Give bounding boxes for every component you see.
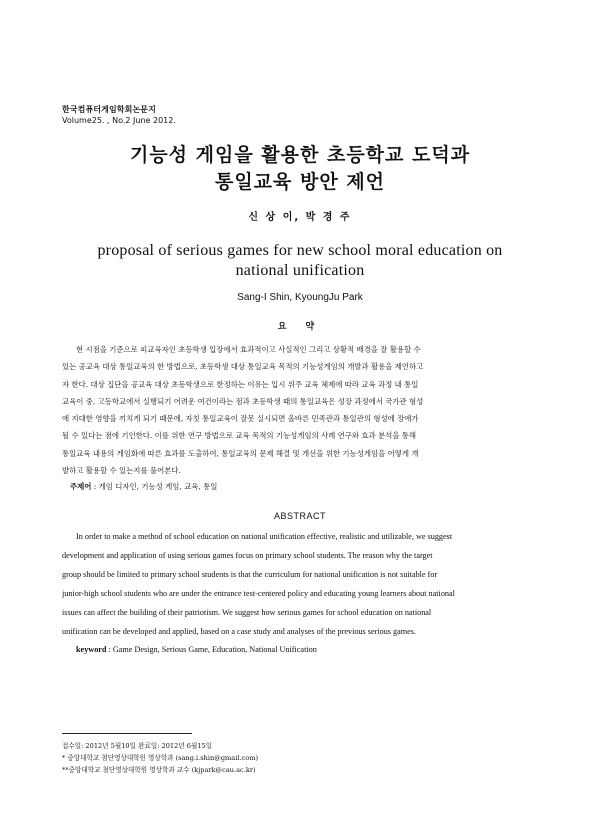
abstract-en-line: development and application of using serious games focus on primary school students. The reason why the target (62, 551, 433, 560)
footnote-author1: * 중앙대학교 첨단영상대학원 영상학과 (sang.i.shin@gmail.com) (62, 754, 259, 762)
title-en-line2: national unification (235, 262, 365, 279)
abstract-ko-line: 있는 공교육 대상 통일교육의 한 방법으로, 초등학생 대상 통일교육 목적의 기능성게임의 개발과 활용을 제언하고 (62, 362, 424, 372)
keywords-ko (70, 481, 217, 492)
keywords-en-label: keyword (76, 645, 107, 654)
title-ko-line2: 통일교육 방안 제언 (214, 171, 386, 193)
abstract-en-line: junior-high school students who are under the entrance test-centered policy and educating young learners about national (62, 589, 455, 598)
abstract-en-body (62, 527, 540, 641)
abstract-ko-heading: 요 약 (277, 322, 323, 332)
abstract-ko-line: 자 한다. 대상 집단을 공교육 대상 초등학생으로 한정하는 이유는 입시 위주 교육 체제에 따라 교육 과정 내 통일 (62, 379, 419, 389)
keywords-ko-list: : 게임 디자인, 기능성 게임, 교육, 통일 (91, 482, 218, 491)
abstract-ko-line: 통일교육 내용의 게임화에 따른 효과를 도출하여, 통일교육의 문제 해결 및 개선을 위한 기능성게임을 어떻게 개 (62, 448, 419, 458)
abstract-ko-line: 될 수 있다는 점에 기인한다. 이를 위한 연구 방법으로 교육 목적의 기능성게임의 사례 연구와 효과 분석을 통해 (62, 431, 417, 441)
abstract-en-line: unification can be developed and applied, based on a case study and analyses of the previous serious games. (62, 627, 416, 636)
journal-volume: Volume25. , No.2 June 2012. (62, 116, 176, 125)
abstract-ko-line: 에 지대한 영향을 끼치게 되기 때문에, 자칫 통일교육이 잘못 실시되면 올바른 민족관과 통일관의 형성에 장애가 (62, 414, 419, 424)
abstract-en-line: issues can affect the building of their patriotism. We suggest how serious games for school education on national (62, 608, 432, 617)
keywords-ko-label: 주제어 (70, 482, 92, 491)
abstract-en-line: group should be limited to primary school students is that the curriculum for national unification is not suitable for (62, 570, 438, 579)
footnote-dates: 접수일: 2012년 5월10일 완료일: 2012년 6월15일 (62, 742, 213, 750)
authors-ko: 신 상 이, 박 경 주 (248, 212, 352, 223)
title-en-line1: proposal of serious games for new school moral education on (97, 242, 503, 259)
keywords-en-list: : Game Design, Serious Game, Education, National Unification (106, 645, 317, 654)
title-ko-line1: 기능성 게임을 활용한 초등학교 도덕과 (129, 144, 471, 166)
footnote-divider (62, 733, 192, 734)
authors-en: Sang-I Shin, KyoungJu Park (237, 292, 363, 303)
keywords-en (76, 645, 317, 654)
abstract-en-line: In order to make a method of school education on national unification effective, realistic and utilizable, we suggest (76, 532, 453, 541)
journal-name: 한국컴퓨터게임학회논문지 (62, 105, 156, 114)
abstract-ko-line: 교육이 중, 고등학교에서 실행되기 어려운 여건이라는 점과 초등학생 때의 통일교육은 성장 과정에서 국가관 형성 (62, 396, 424, 406)
abstract-en-heading: ABSTRACT (273, 511, 326, 521)
footnote-author2: **중앙대학교 첨단영상대학원 영상학과 교수 (kjpark@cau.ac.kr) (62, 766, 256, 774)
abstract-ko-line: 현 시점을 기준으로 피교육자인 초등학생 입장에서 효과적이고 사실적인 그리고 상황적 배경을 잘 활용할 수 (76, 345, 421, 354)
abstract-ko-line: 발하고 활용할 수 있는지를 풀어본다. (62, 466, 181, 476)
abstract-ko-body (62, 341, 540, 479)
